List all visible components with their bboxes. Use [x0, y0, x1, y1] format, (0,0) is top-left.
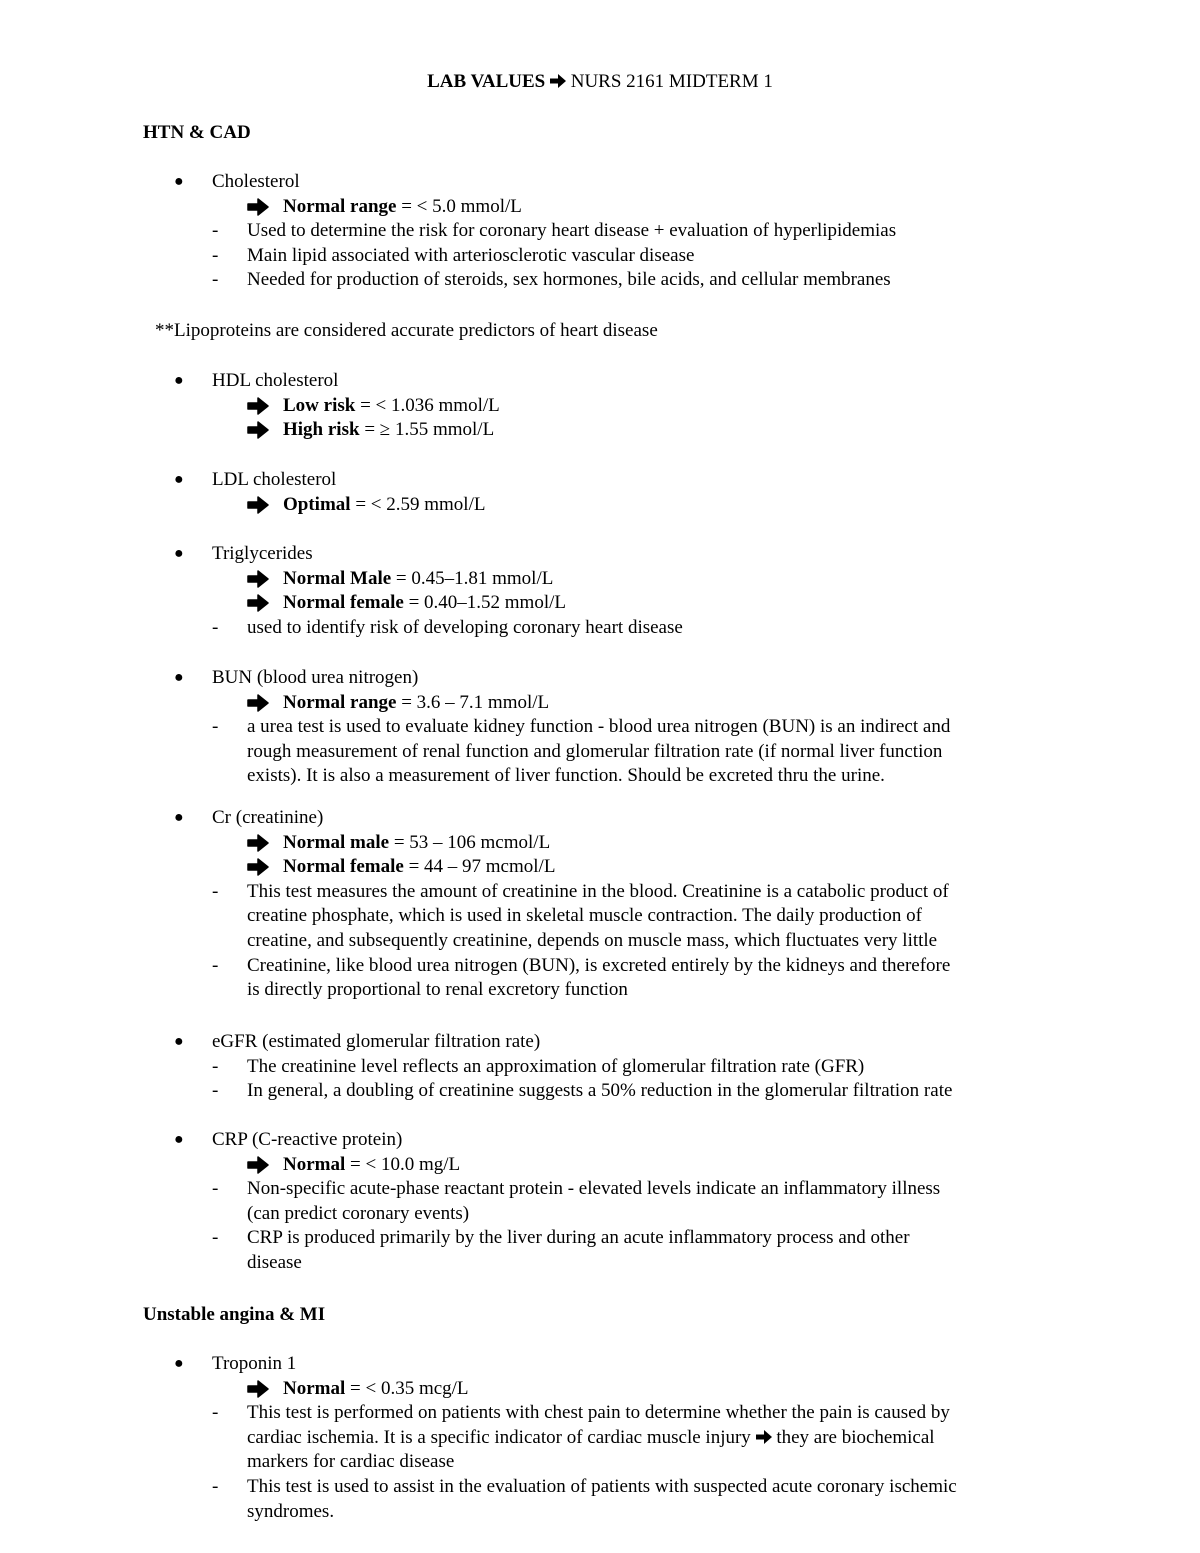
point-text — [247, 715, 1067, 789]
point-line: Non-specific acute-phase reactant protein - elevated levels indicate an inflammatory illness — [247, 1178, 941, 1200]
range-value: = < 10.0 mg/L — [345, 1153, 461, 1175]
point-text — [247, 268, 1067, 293]
range-value: = 44 – 97 mcmol/L — [403, 856, 556, 878]
dash-marker: - — [212, 1227, 219, 1249]
bullet-line — [0, 1030, 1200, 1055]
point-line: (can predict coronary events) — [247, 1202, 470, 1224]
lab-name: Cr (creatinine) — [212, 807, 324, 828]
point-text — [247, 880, 1067, 954]
point-text — [247, 616, 1067, 641]
section-heading: Unstable angina & MI — [143, 1304, 326, 1325]
point-line: CRP is produced primarily by the liver during an acute inflammatory process and other — [247, 1227, 910, 1249]
point-line: Creatinine, like blood urea nitrogen (BUN), is excreted entirely by the kidneys and therefore — [247, 954, 951, 976]
bullet-line — [0, 666, 1200, 691]
range-label: Normal female — [283, 856, 404, 878]
dash-marker: - — [212, 1178, 219, 1200]
range-value: = < 5.0 mmol/L — [396, 195, 522, 217]
dash-point — [0, 1177, 1200, 1226]
point-line: Needed for production of steroids, sex hormones, bile acids, and cellular membranes — [247, 269, 891, 291]
arrow-right-icon — [246, 418, 272, 443]
range-label: Normal range — [283, 195, 397, 217]
range-value: = 3.6 – 7.1 mmol/L — [396, 691, 550, 713]
range-label: Normal — [283, 1153, 346, 1175]
lab-item — [0, 369, 1200, 443]
dash-point — [0, 1475, 1200, 1524]
range-label: Normal Male — [283, 567, 392, 589]
dash-marker: - — [212, 1402, 219, 1424]
dash-point — [0, 1079, 1200, 1104]
point-text — [247, 954, 1067, 1003]
dash-point — [0, 880, 1200, 954]
lab-name: HDL cholesterol — [212, 370, 339, 391]
range-line — [0, 855, 1200, 880]
point-line: creatine phosphate, which is used in skeletal muscle contraction. The daily production of — [247, 905, 923, 927]
point-line: Main lipid associated with arteriosclerotic vascular disease — [247, 244, 695, 266]
range-label: Normal range — [283, 691, 397, 713]
lab-name: BUN (blood urea nitrogen) — [212, 667, 419, 688]
point-line: markers for cardiac disease — [247, 1451, 455, 1473]
point-text — [247, 1226, 1067, 1275]
bullet-line — [0, 468, 1200, 493]
bullet-line — [0, 369, 1200, 394]
bullet-icon: ● — [174, 545, 184, 562]
arrow-right-icon — [246, 394, 272, 419]
dash-marker: - — [212, 269, 219, 291]
range-label: Optimal — [283, 493, 351, 515]
bullet-line — [0, 1352, 1200, 1377]
bullet-icon: ● — [174, 669, 184, 686]
range-line — [0, 591, 1200, 616]
lab-item — [0, 468, 1200, 517]
arrow-right-icon — [246, 493, 272, 518]
lab-item — [0, 1128, 1200, 1276]
dash-marker: - — [212, 220, 219, 242]
bullet-icon: ● — [174, 372, 184, 389]
arrow-right-icon — [246, 691, 272, 716]
dash-point — [0, 954, 1200, 1003]
range-line — [0, 493, 1200, 518]
bullet-icon: ● — [174, 471, 184, 488]
document-title — [0, 70, 1200, 95]
range-value: = < 1.036 mmol/L — [355, 394, 500, 416]
title-arrow-icon — [550, 71, 566, 92]
range-value: = ≥ 1.55 mmol/L — [359, 419, 495, 441]
dash-point — [0, 715, 1200, 789]
lipoprotein-note: **Lipoproteins are considered accurate predictors of heart disease — [155, 320, 658, 341]
dash-point — [0, 244, 1200, 269]
dash-point — [0, 1401, 1200, 1475]
arrow-right-icon — [246, 831, 272, 856]
arrow-right-icon — [246, 855, 272, 880]
lab-item — [0, 1030, 1200, 1104]
section-heading: HTN & CAD — [143, 122, 251, 143]
range-text — [283, 591, 566, 616]
arrow-right-icon — [756, 1427, 772, 1448]
bullet-icon: ● — [174, 1033, 184, 1050]
lab-name: Troponin 1 — [212, 1353, 297, 1374]
title-bold: LAB VALUES — [427, 71, 546, 92]
range-value: = < 2.59 mmol/L — [350, 493, 486, 515]
point-line: This test is used to assist in the evaluation of patients with suspected acute coronary ischemic — [247, 1475, 957, 1497]
arrow-right-icon — [246, 1377, 272, 1402]
bullet-icon: ● — [174, 1355, 184, 1372]
point-line: a urea test is used to evaluate kidney function - blood urea nitrogen (BUN) is an indirect and — [247, 716, 951, 738]
point-line: In general, a doubling of creatinine suggests a 50% reduction in the glomerular filtration rate — [247, 1080, 953, 1102]
range-text — [283, 1377, 469, 1402]
point-text — [247, 1079, 1067, 1104]
range-text — [283, 691, 549, 716]
range-label: Normal female — [283, 592, 404, 614]
dash-point — [0, 616, 1200, 641]
title-rest: NURS 2161 MIDTERM 1 — [570, 71, 773, 92]
bullet-line — [0, 1128, 1200, 1153]
lab-name: CRP (C-reactive protein) — [212, 1129, 403, 1150]
lab-name: eGFR (estimated glomerular filtration rate) — [212, 1031, 541, 1052]
range-value: = 0.40–1.52 mmol/L — [403, 592, 566, 614]
point-line: disease — [247, 1251, 302, 1273]
range-text — [283, 195, 522, 220]
point-text — [247, 1401, 1067, 1475]
range-text — [283, 855, 555, 880]
lab-name: Triglycerides — [212, 543, 313, 564]
range-line — [0, 1153, 1200, 1178]
lab-item — [0, 170, 1200, 293]
range-line — [0, 831, 1200, 856]
point-line: This test measures the amount of creatinine in the blood. Creatinine is a catabolic product of — [247, 880, 949, 902]
range-line — [0, 394, 1200, 419]
arrow-right-icon — [246, 1153, 272, 1178]
point-line: exists). It is also a measurement of liver function. Should be excreted thru the urine. — [247, 765, 885, 787]
bullet-icon: ● — [174, 173, 184, 190]
lab-item — [0, 666, 1200, 789]
range-label: High risk — [283, 419, 360, 441]
dash-marker: - — [212, 716, 219, 738]
range-text — [283, 418, 494, 443]
bullet-icon: ● — [174, 809, 184, 826]
point-line: Used to determine the risk for coronary heart disease + evaluation of hyperlipidemias — [247, 220, 897, 242]
lab-item — [0, 806, 1200, 1003]
range-value: = < 0.35 mcg/L — [345, 1377, 469, 1399]
arrow-right-icon — [246, 567, 272, 592]
range-text — [283, 567, 553, 592]
range-value: = 53 – 106 mcmol/L — [389, 831, 551, 853]
point-line: syndromes. — [247, 1500, 335, 1522]
range-text — [283, 394, 500, 419]
lab-name: LDL cholesterol — [212, 469, 337, 490]
bullet-line — [0, 806, 1200, 831]
dash-marker: - — [212, 880, 219, 902]
range-label: Normal male — [283, 831, 390, 853]
bullet-line — [0, 542, 1200, 567]
range-label: Normal — [283, 1377, 346, 1399]
lab-item — [0, 1352, 1200, 1524]
range-label: Low risk — [283, 394, 356, 416]
point-line: This test is performed on patients with chest pain to determine whether the pain is caused by — [247, 1402, 950, 1424]
dash-marker: - — [212, 1475, 219, 1497]
range-line — [0, 1377, 1200, 1402]
point-text — [247, 1055, 1067, 1080]
range-line — [0, 567, 1200, 592]
range-line — [0, 195, 1200, 220]
point-line: The creatinine level reflects an approximation of glomerular filtration rate (GFR) — [247, 1055, 865, 1077]
range-value: = 0.45–1.81 mmol/L — [391, 567, 554, 589]
dash-point — [0, 1055, 1200, 1080]
dash-point — [0, 1226, 1200, 1275]
point-text — [247, 1177, 1067, 1226]
dash-marker: - — [212, 244, 219, 266]
point-line: is directly proportional to renal excretory function — [247, 979, 628, 1001]
range-line — [0, 691, 1200, 716]
dash-point — [0, 268, 1200, 293]
dash-marker: - — [212, 616, 219, 638]
arrow-right-icon — [246, 591, 272, 616]
point-text — [247, 1475, 1067, 1524]
range-text — [283, 831, 550, 856]
point-line: rough measurement of renal function and glomerular filtration rate (if normal liver function — [247, 740, 943, 762]
lab-name: Cholesterol — [212, 171, 300, 192]
range-line — [0, 418, 1200, 443]
point-line: cardiac ischemia. It is a specific indicator of cardiac muscle injury they are biochemical — [247, 1426, 935, 1448]
point-text — [247, 244, 1067, 269]
dash-marker: - — [212, 1055, 219, 1077]
bullet-icon: ● — [174, 1131, 184, 1148]
point-text — [247, 219, 1067, 244]
dash-point — [0, 219, 1200, 244]
point-line: creatine, and subsequently creatinine, depends on muscle mass, which fluctuates very little — [247, 929, 938, 951]
lab-item — [0, 542, 1200, 640]
dash-marker: - — [212, 1080, 219, 1102]
range-text — [283, 493, 485, 518]
bullet-line — [0, 170, 1200, 195]
arrow-right-icon — [246, 195, 272, 220]
range-text — [283, 1153, 460, 1178]
point-line: used to identify risk of developing coronary heart disease — [247, 616, 683, 638]
dash-marker: - — [212, 954, 219, 976]
